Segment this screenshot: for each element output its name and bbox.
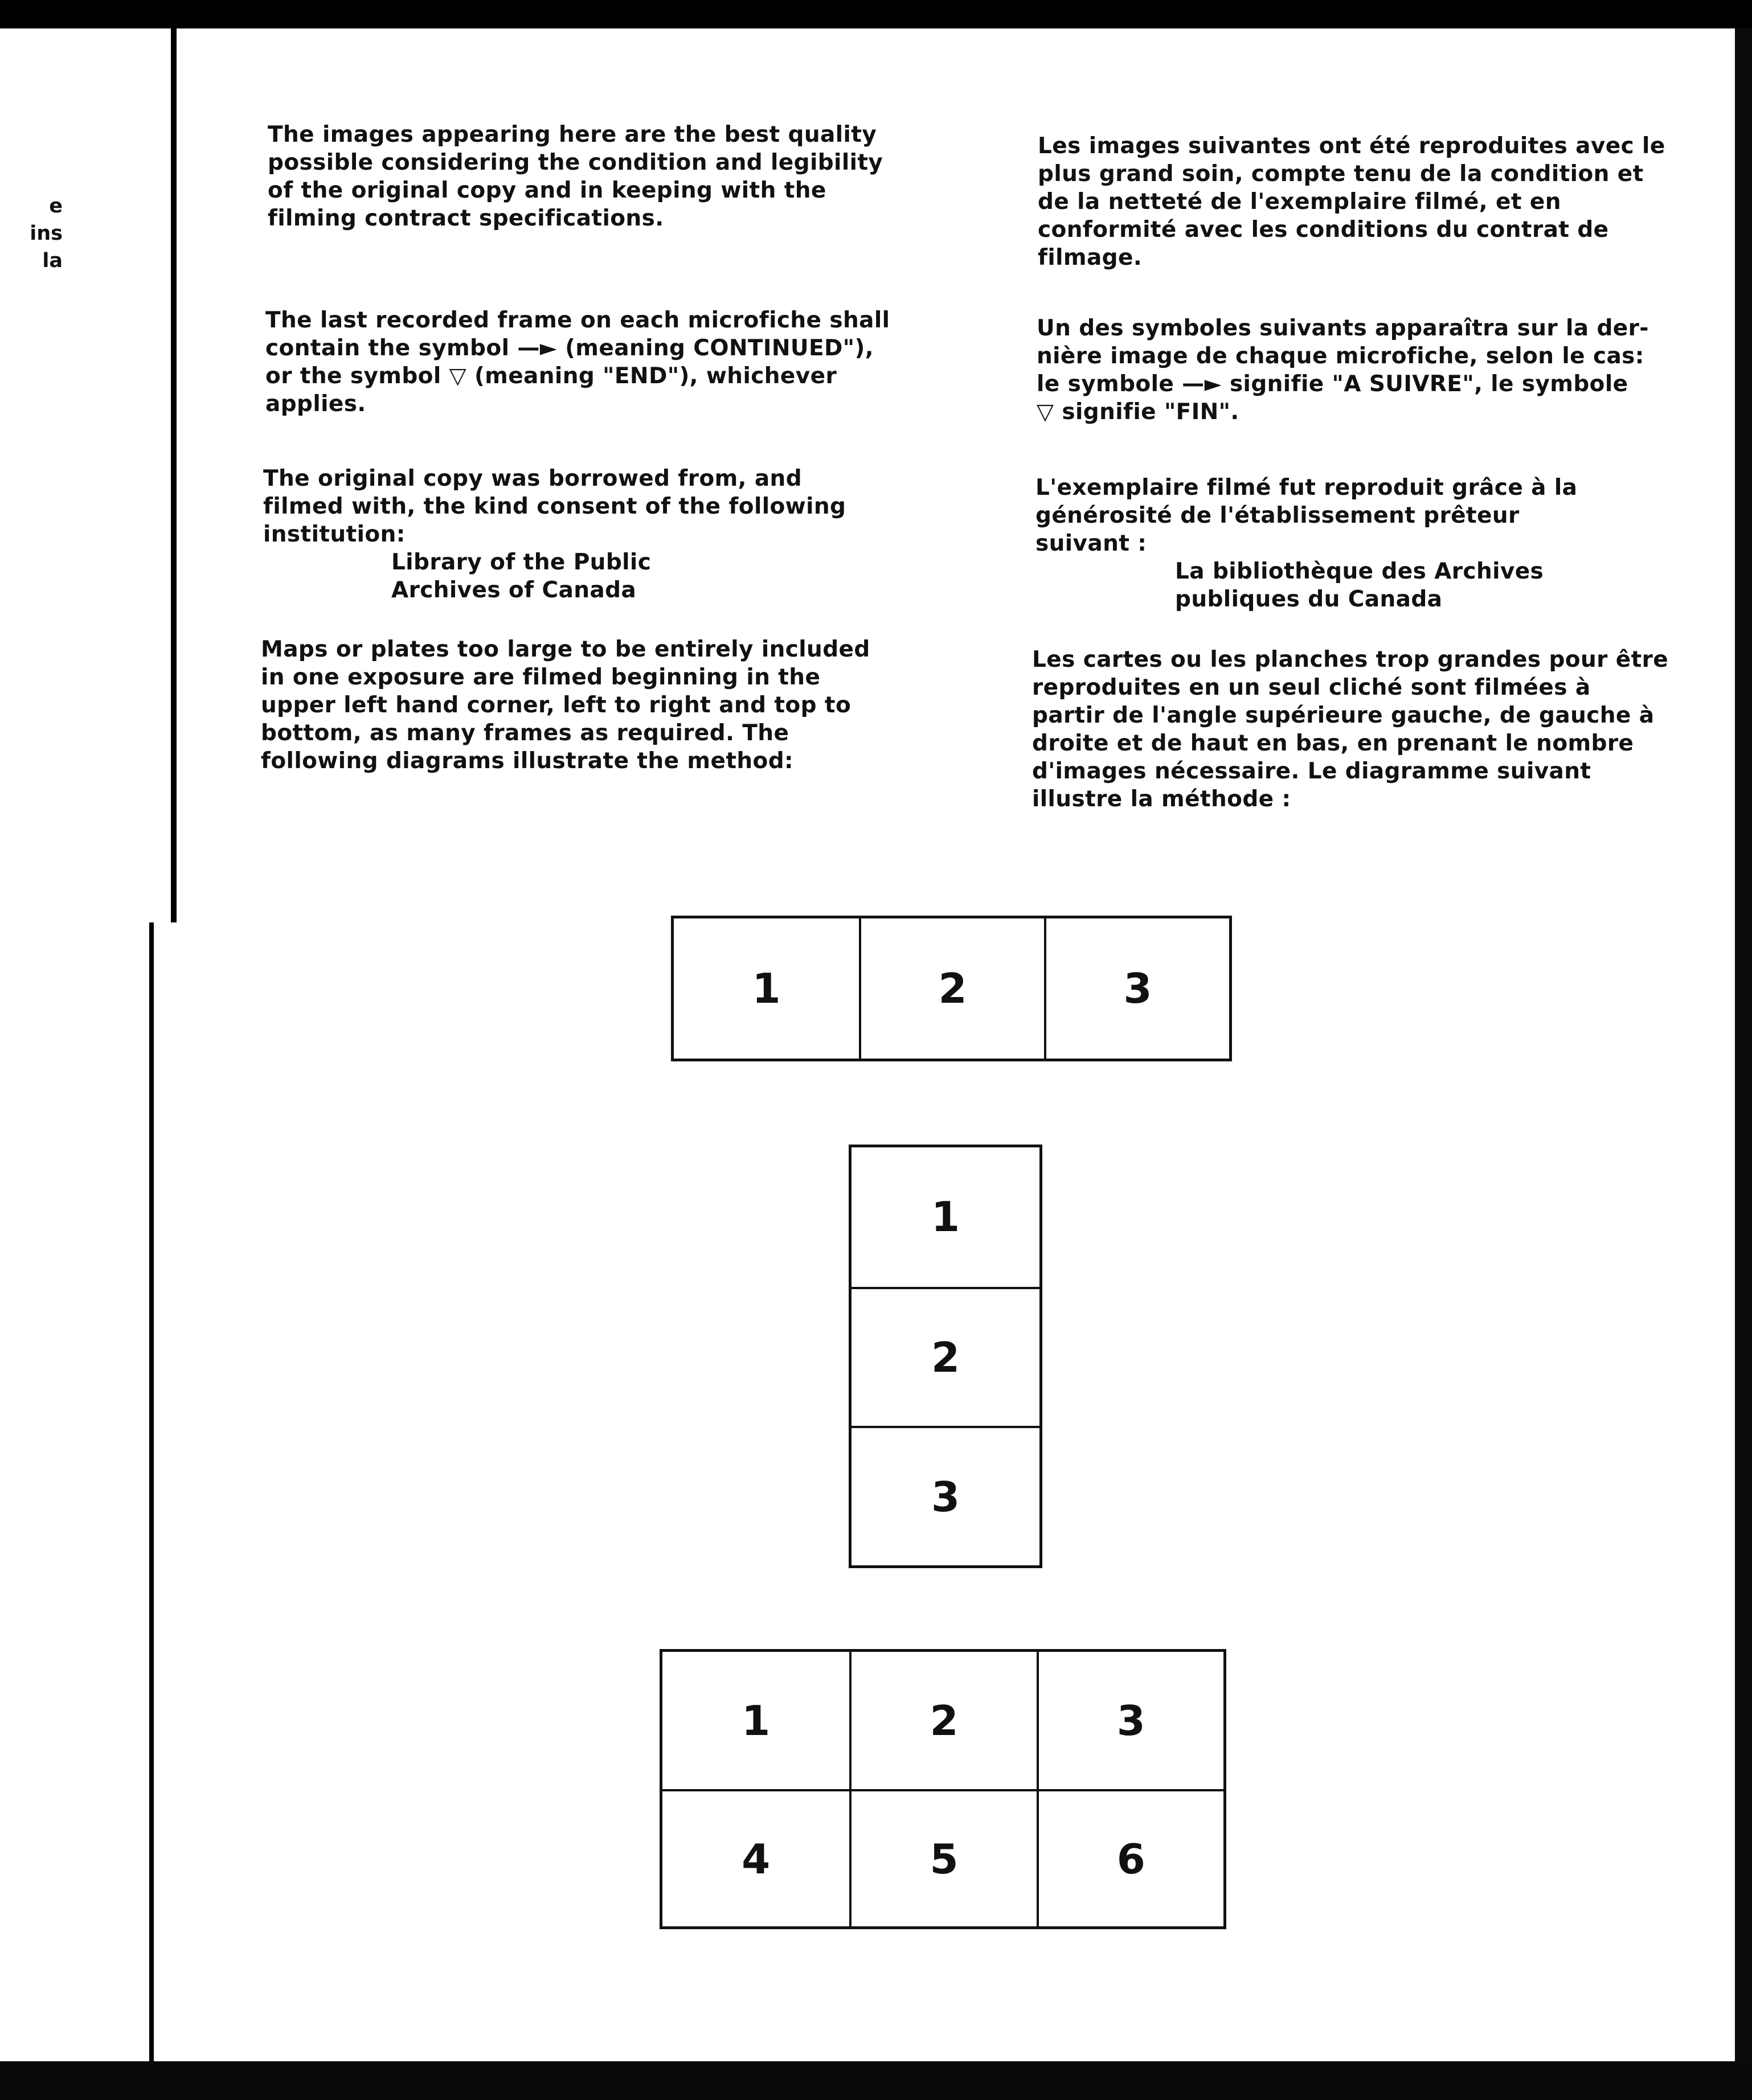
french-paragraph-institution xyxy=(1035,474,1577,613)
french-paragraph-maps xyxy=(1032,646,1668,813)
text-line: Les cartes ou les planches trop grandes pour être xyxy=(1032,647,1669,672)
text-line: following diagrams illustrate the method: xyxy=(261,748,794,774)
text-line: institution: xyxy=(263,522,406,547)
fragment-line: ins xyxy=(30,222,63,245)
frame-cell: 5 xyxy=(849,1789,1036,1926)
frame-cell: 3 xyxy=(1044,918,1229,1059)
english-paragraph-institution xyxy=(263,465,846,604)
text-line: possible considering the condition and legibility xyxy=(268,150,883,175)
page-fill xyxy=(154,922,177,2061)
frame-cell: 2 xyxy=(852,1287,1039,1426)
text-line: Les images suivantes ont été reproduites avec le xyxy=(1038,133,1665,159)
text-line: filming contract specifications. xyxy=(268,206,664,231)
english-paragraph-quality xyxy=(268,121,883,232)
frame-cell: 3 xyxy=(852,1426,1039,1565)
text-line: L'exemplaire filmé fut reproduit grâce à la xyxy=(1035,475,1578,501)
frame-cell: 6 xyxy=(1037,1789,1223,1926)
text-line: filmage. xyxy=(1038,245,1143,270)
frame-cell: 3 xyxy=(1037,1652,1223,1789)
text-line: The last recorded frame on each microfiche shall xyxy=(265,307,890,333)
text-line: droite et de haut en bas, en prenant le nombre xyxy=(1032,731,1634,756)
text-line: applies. xyxy=(265,391,366,417)
scan-border-bottom xyxy=(0,2061,1752,2100)
text-line: Un des symboles suivants apparaîtra sur la der- xyxy=(1037,315,1649,341)
text-line: générosité de l'établissement prêteur xyxy=(1035,503,1520,528)
page-gutter-lower xyxy=(149,922,154,2061)
text-line: ▽ signifie "FIN". xyxy=(1037,399,1239,425)
text-line: d'images nécessaire. Le diagramme suivant xyxy=(1032,758,1591,784)
text-line: bottom, as many frames as required. The xyxy=(261,720,789,746)
text-line: Maps or plates too large to be entirely included xyxy=(261,637,870,662)
text-line: The original copy was borrowed from, and xyxy=(263,466,803,491)
text-line: plus grand soin, compte tenu de la condition et xyxy=(1038,161,1644,187)
text-line: illustre la méthode : xyxy=(1032,786,1291,812)
frame-cell: 2 xyxy=(849,1652,1036,1789)
previous-page-text-fragment xyxy=(0,192,63,274)
text-line: reproduites en un seul cliché sont filmées à xyxy=(1032,675,1591,700)
text-line: contain the symbol —► (meaning CONTINUED"), xyxy=(265,335,874,361)
frame-cell: 4 xyxy=(662,1789,849,1926)
text-line: filmed with, the kind consent of the following xyxy=(263,494,846,519)
english-paragraph-maps xyxy=(261,635,870,775)
text-line: suivant : xyxy=(1035,531,1147,556)
institution-name-line: Library of the Public xyxy=(391,549,652,575)
frame-cell: 1 xyxy=(752,965,781,1012)
french-paragraph-quality xyxy=(1038,132,1665,272)
english-paragraph-symbols xyxy=(265,306,890,418)
scan-border-top xyxy=(0,0,1752,28)
frame-cell: 1 xyxy=(742,1696,771,1745)
text-line: de la netteté de l'exemplaire filmé, et en xyxy=(1038,189,1561,215)
text-line: of the original copy and in keeping with the xyxy=(268,178,826,203)
text-line: upper left hand corner, left to right and top to xyxy=(261,692,852,718)
french-paragraph-symbols xyxy=(1037,314,1649,426)
diagram-horizontal-frames xyxy=(671,916,1232,1061)
frame-cell: 1 xyxy=(931,1193,960,1241)
frame-cell: 2 xyxy=(859,918,1044,1059)
institution-name-line: Archives of Canada xyxy=(391,577,637,603)
text-line: conformité avec les conditions du contrat de xyxy=(1038,217,1609,243)
institution-name-line: publiques du Canada xyxy=(1175,586,1443,612)
diagram-vertical-frames xyxy=(849,1145,1042,1568)
text-line: or the symbol ▽ (meaning "END"), whichever xyxy=(265,363,837,389)
text-line: The images appearing here are the best quality xyxy=(268,122,877,147)
diagram-grid-frames xyxy=(660,1649,1226,1929)
scan-border-right xyxy=(1735,28,1752,2061)
text-line: in one exposure are filmed beginning in the xyxy=(261,665,821,690)
text-line: nière image de chaque microfiche, selon le cas: xyxy=(1037,343,1644,369)
text-line: le symbole —► signifie "A SUIVRE", le symbole xyxy=(1037,371,1628,397)
text-line: partir de l'angle supérieure gauche, de gauche à xyxy=(1032,703,1655,728)
fragment-line: e xyxy=(49,195,63,218)
fragment-line: la xyxy=(42,249,63,272)
previous-page-edge-lower xyxy=(0,922,149,2061)
institution-name-line: La bibliothèque des Archives xyxy=(1175,559,1544,584)
